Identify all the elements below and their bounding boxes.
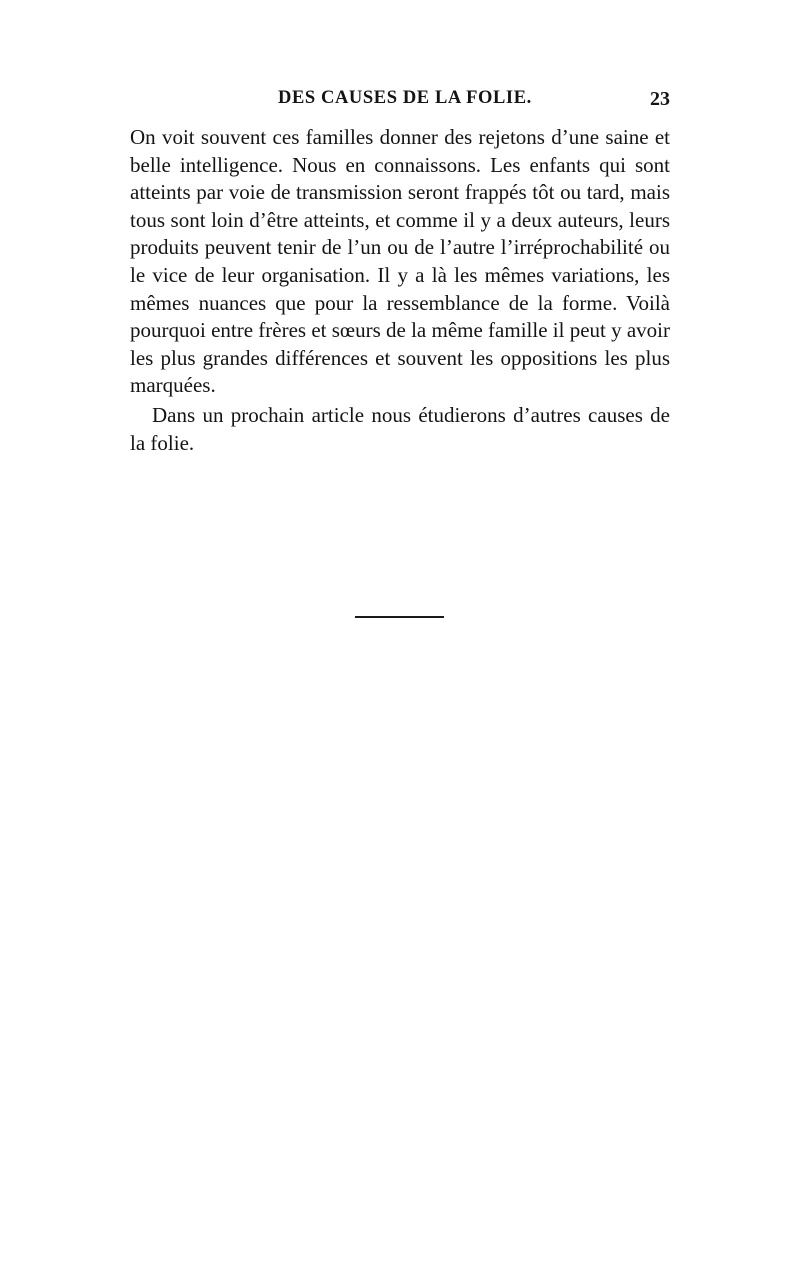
text-line: le vice de leur organisation. Il y a là les mêmes variations, les (130, 262, 670, 287)
text-line: pourquoi entre frères et sœurs de la même famille il peut y avoir (130, 318, 670, 343)
text-line: tous sont loin d’être atteints, et comme il y a deux auteurs, leurs (130, 207, 670, 232)
paragraph-1 (130, 124, 670, 400)
text-line: Dans un prochain article nous étudierons d’autres causes de (152, 402, 670, 427)
page-number: 23 (650, 88, 670, 110)
text-line: marquées. (130, 373, 216, 398)
text-line: On voit souvent ces familles donner des rejetons d’une saine et (130, 125, 670, 149)
text-line: atteints par voie de transmission seront frappés tôt ou tard, mais (130, 180, 670, 205)
text-line: produits peuvent tenir de l’un ou de l’autre l’irréprochabilité ou (130, 235, 670, 260)
running-head (130, 88, 670, 118)
text-line: mêmes nuances que pour la ressemblance de la forme. Voilà (130, 290, 670, 315)
paragraph-2 (130, 402, 670, 457)
section-end-rule (355, 616, 444, 618)
text-line: les plus grandes différences et souvent les oppositions les plus (130, 345, 670, 370)
body-text (130, 124, 670, 457)
running-title: DES CAUSES DE LA FOLIE. (278, 88, 532, 108)
text-line: belle intelligence. Nous en connaissons. Les enfants qui sont (130, 152, 670, 177)
text-line: la folie. (130, 430, 195, 455)
